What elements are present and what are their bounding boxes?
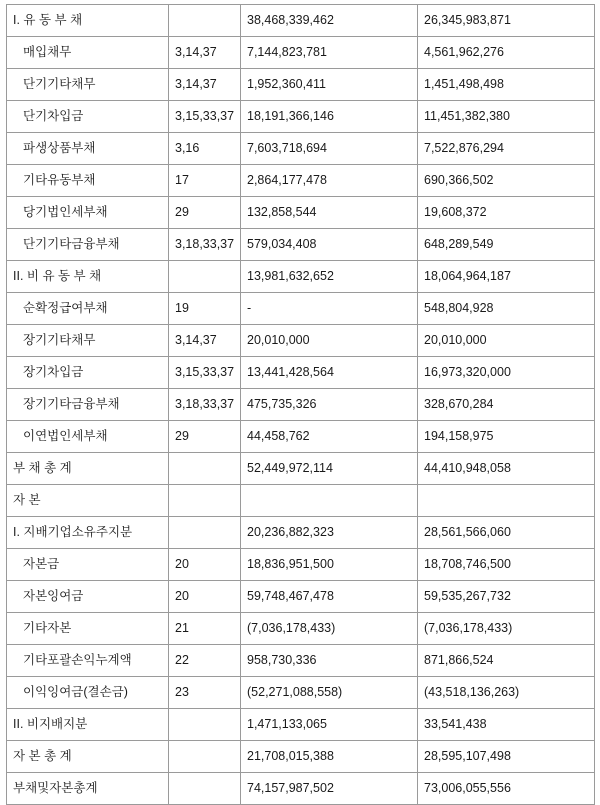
row-previous-amount: 33,541,438: [418, 709, 595, 741]
row-previous-amount: 18,708,746,500: [418, 549, 595, 581]
row-previous-amount: 871,866,524: [418, 645, 595, 677]
row-previous-amount: 28,595,107,498: [418, 741, 595, 773]
row-note: 3,14,37: [169, 69, 241, 101]
table-row: [7, 37, 595, 69]
row-label: 장기기타채무: [7, 325, 169, 357]
row-current-amount: 475,735,326: [241, 389, 418, 421]
row-label: 이연법인세부채: [7, 421, 169, 453]
row-current-amount: 13,441,428,564: [241, 357, 418, 389]
row-label: 파생상품부채: [7, 133, 169, 165]
row-previous-amount: (7,036,178,433): [418, 613, 595, 645]
row-note: 17: [169, 165, 241, 197]
row-current-amount: 18,191,366,146: [241, 101, 418, 133]
row-previous-amount: 690,366,502: [418, 165, 595, 197]
row-note: 20: [169, 549, 241, 581]
row-previous-amount: 11,451,382,380: [418, 101, 595, 133]
row-note: [169, 453, 241, 485]
table-row: [7, 613, 595, 645]
row-label: 기타유동부채: [7, 165, 169, 197]
row-previous-amount: 26,345,983,871: [418, 5, 595, 37]
row-current-amount: 1,952,360,411: [241, 69, 418, 101]
row-current-amount: 7,603,718,694: [241, 133, 418, 165]
row-label: II. 비 유 동 부 채: [7, 261, 169, 293]
row-current-amount: 44,458,762: [241, 421, 418, 453]
row-label: II. 비지배지분: [7, 709, 169, 741]
table-row: [7, 421, 595, 453]
table-row: [7, 5, 595, 37]
table-row: [7, 357, 595, 389]
row-note: [169, 5, 241, 37]
table-row: [7, 645, 595, 677]
row-previous-amount: 548,804,928: [418, 293, 595, 325]
row-note: 3,15,33,37: [169, 101, 241, 133]
financial-statement-table: [6, 4, 595, 805]
row-label: 이익잉여금(결손금): [7, 677, 169, 709]
row-previous-amount: 7,522,876,294: [418, 133, 595, 165]
table-row: [7, 69, 595, 101]
row-current-amount: 958,730,336: [241, 645, 418, 677]
table-row: [7, 709, 595, 741]
row-current-amount: 20,010,000: [241, 325, 418, 357]
row-note: 3,16: [169, 133, 241, 165]
row-label: 당기법인세부채: [7, 197, 169, 229]
table-row: [7, 741, 595, 773]
row-note: 29: [169, 421, 241, 453]
row-note: 21: [169, 613, 241, 645]
row-note: 3,15,33,37: [169, 357, 241, 389]
row-note: 22: [169, 645, 241, 677]
row-note: [169, 709, 241, 741]
table-row: [7, 133, 595, 165]
row-note: 29: [169, 197, 241, 229]
row-note: [169, 741, 241, 773]
row-note: 3,18,33,37: [169, 389, 241, 421]
row-current-amount: 21,708,015,388: [241, 741, 418, 773]
row-previous-amount: 44,410,948,058: [418, 453, 595, 485]
row-previous-amount: (43,518,136,263): [418, 677, 595, 709]
table-row: [7, 453, 595, 485]
row-current-amount: 18,836,951,500: [241, 549, 418, 581]
row-current-amount: (52,271,088,558): [241, 677, 418, 709]
row-label: I. 유 동 부 채: [7, 5, 169, 37]
table-row: [7, 261, 595, 293]
row-label: 단기기타금융부채: [7, 229, 169, 261]
row-label: I. 지배기업소유주지분: [7, 517, 169, 549]
table-row: [7, 197, 595, 229]
row-label: 자본잉여금: [7, 581, 169, 613]
row-current-amount: 13,981,632,652: [241, 261, 418, 293]
row-label: 부채및자본총계: [7, 773, 169, 805]
table-row: [7, 101, 595, 133]
row-previous-amount: 16,973,320,000: [418, 357, 595, 389]
row-previous-amount: 28,561,566,060: [418, 517, 595, 549]
row-current-amount: 579,034,408: [241, 229, 418, 261]
table-row: [7, 773, 595, 805]
table-row: [7, 229, 595, 261]
row-previous-amount: 1,451,498,498: [418, 69, 595, 101]
row-current-amount: [241, 485, 418, 517]
table-row: [7, 389, 595, 421]
row-note: [169, 517, 241, 549]
row-label: 단기기타채무: [7, 69, 169, 101]
row-previous-amount: 73,006,055,556: [418, 773, 595, 805]
table-row: [7, 677, 595, 709]
row-label: 자 본 총 계: [7, 741, 169, 773]
row-note: 3,14,37: [169, 325, 241, 357]
row-note: 20: [169, 581, 241, 613]
table-body: [7, 5, 595, 805]
row-note: [169, 773, 241, 805]
row-label: 순확정급여부채: [7, 293, 169, 325]
row-current-amount: 132,858,544: [241, 197, 418, 229]
row-label: 장기차입금: [7, 357, 169, 389]
row-label: 기타자본: [7, 613, 169, 645]
row-previous-amount: 328,670,284: [418, 389, 595, 421]
row-current-amount: 38,468,339,462: [241, 5, 418, 37]
row-current-amount: 74,157,987,502: [241, 773, 418, 805]
row-current-amount: 7,144,823,781: [241, 37, 418, 69]
row-label: 부 채 총 계: [7, 453, 169, 485]
row-previous-amount: [418, 485, 595, 517]
row-label: 기타포괄손익누계액: [7, 645, 169, 677]
row-current-amount: 59,748,467,478: [241, 581, 418, 613]
table-row: [7, 293, 595, 325]
row-current-amount: (7,036,178,433): [241, 613, 418, 645]
row-label: 자 본: [7, 485, 169, 517]
table-row: [7, 549, 595, 581]
row-note: [169, 485, 241, 517]
row-current-amount: -: [241, 293, 418, 325]
row-previous-amount: 19,608,372: [418, 197, 595, 229]
row-previous-amount: 4,561,962,276: [418, 37, 595, 69]
row-note: 19: [169, 293, 241, 325]
row-previous-amount: 59,535,267,732: [418, 581, 595, 613]
row-current-amount: 2,864,177,478: [241, 165, 418, 197]
row-label: 매입채무: [7, 37, 169, 69]
row-previous-amount: 194,158,975: [418, 421, 595, 453]
table-row: [7, 165, 595, 197]
table-row: [7, 485, 595, 517]
table-row: [7, 517, 595, 549]
row-note: 3,14,37: [169, 37, 241, 69]
row-note: [169, 261, 241, 293]
row-label: 자본금: [7, 549, 169, 581]
row-previous-amount: 18,064,964,187: [418, 261, 595, 293]
row-note: 23: [169, 677, 241, 709]
row-label: 단기차입금: [7, 101, 169, 133]
table-row: [7, 581, 595, 613]
row-current-amount: 20,236,882,323: [241, 517, 418, 549]
row-previous-amount: 20,010,000: [418, 325, 595, 357]
row-current-amount: 52,449,972,114: [241, 453, 418, 485]
table-row: [7, 325, 595, 357]
row-note: 3,18,33,37: [169, 229, 241, 261]
row-previous-amount: 648,289,549: [418, 229, 595, 261]
row-label: 장기기타금융부채: [7, 389, 169, 421]
row-current-amount: 1,471,133,065: [241, 709, 418, 741]
